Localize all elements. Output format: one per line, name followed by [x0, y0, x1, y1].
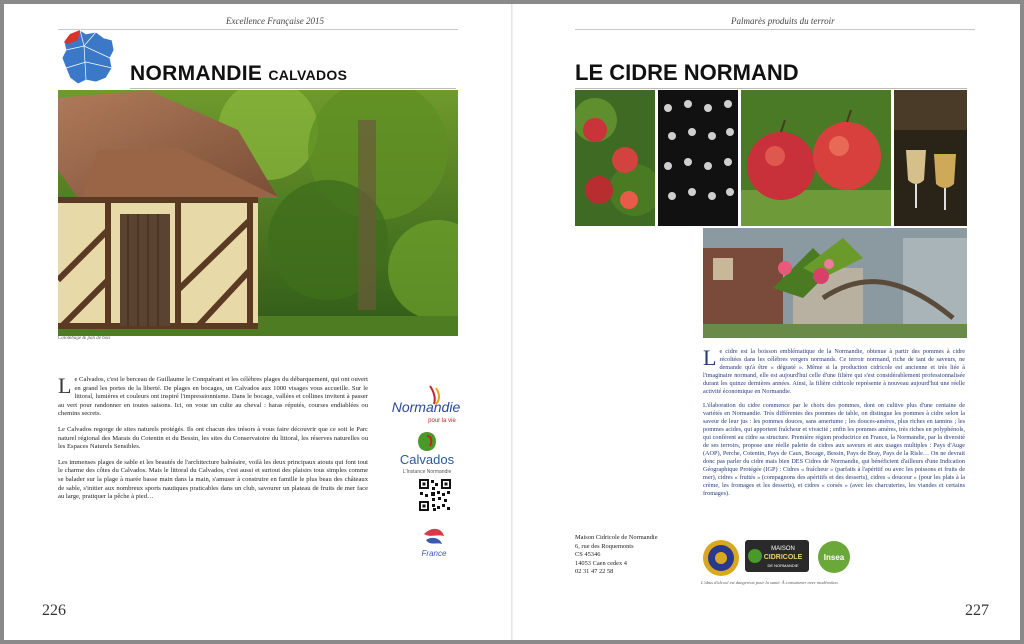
half-timbered-house-photo	[58, 90, 458, 336]
address-line: Maison Cidricole de Normandie	[575, 534, 658, 541]
drop-cap: L	[703, 345, 717, 370]
right-running-head: Palmarès produits du terroir	[731, 16, 835, 26]
calvados-logo-tagline: L'Instance Normandie	[402, 469, 452, 475]
article-paragraph	[703, 345, 965, 396]
insea-label: Insea	[823, 553, 845, 562]
left-page-title	[130, 62, 347, 86]
right-header-rule	[575, 29, 975, 30]
calvados-logo-text: Calvados	[399, 452, 455, 467]
right-page-title: LE CIDRE NORMAND	[575, 60, 799, 85]
normandie-logo-text: Normandie	[391, 399, 461, 415]
france-map-icon	[56, 28, 120, 86]
left-title-rule	[130, 88, 456, 89]
paragraph-text: e cidre est la boisson emblématique de la Normandie, obtenue à partir des pommes à cidre récoltées dans les célèbres vergers normands. Ce terroir normand, riche de tant de saveurs, ne demande qu'à être « dégusté ». Même si la production cidricole est ancienne et très liée à l'imaginaire normand, elle est aujourd'hui celle d'une filière qui s'est considérablement professionnalisée durant les quinze dernières années. Ainsi, la filière cidricole représente à nouveau aujourd'hui une réelle activité économique en Normandie.	[703, 348, 965, 395]
right-title-rule	[575, 88, 967, 89]
france-tourism-logo	[414, 524, 454, 564]
maison-label-line2: CIDRICOLE	[763, 554, 803, 561]
red-apples-photo	[741, 90, 891, 226]
title-normandie: NORMANDIE	[130, 62, 263, 85]
cider-glasses-photo	[894, 90, 967, 226]
paragraph-text: e Calvados, c'est le berceau de Guillaume le Conquérant et les célèbres plages du débarquement, qui ont ouvert en grand les portes de la liberté. De plages en bocages, un Calvados aux 1000 visages vous accueille. Sur le littoral, lumières et couleurs ont inspiré l'impressionnisme. Dans le bocage, vallées et collines invitent à passer au vert pour randonner en toutes saisons. Ici, on voue un culte au cheval : haras réputés, courses endiablées ou chemins secrets.	[58, 376, 368, 418]
left-page-number: 226	[42, 602, 66, 619]
magazine-spread	[4, 4, 1020, 640]
left-running-head: Excellence Française 2015	[226, 16, 324, 26]
cider-article	[703, 345, 965, 504]
left-page	[4, 4, 511, 640]
apple-blossom-photo	[703, 228, 967, 338]
normandie-logo	[390, 382, 462, 426]
article-paragraph	[58, 426, 368, 452]
drop-cap: L	[58, 373, 72, 398]
right-page	[513, 4, 1020, 640]
article-paragraph	[58, 373, 368, 419]
address-line: 02 31 47 22 58	[575, 568, 614, 576]
maison-label-line3: DE NORMANDIE	[767, 563, 799, 568]
paragraph-text: Les immenses plages de sable et les beautés de l'architecture balnéaire, voilà les deux principaux atouts qui font tout le charme des côtes du Calvados. Mais le littoral du Calvados, c'est aussi et surtout des plaisirs tous simples comme se balader sur la plage à marée basse main dans la main, s'amuser à construire en famille le plus beau des châteaux de sable, s'initier aux nombreux sports nautiques praticables dans un club, savourer un plateau de fruits de mer face au large, pratiquer la pêche à pied…	[58, 458, 368, 501]
address-line: CS 45346	[575, 551, 601, 559]
alcohol-disclaimer: L'abus d'alcool est dangereux pour la santé. À consommer avec modération.	[701, 580, 839, 585]
normandie-logo-tagline: pour la vie	[428, 418, 456, 424]
france-logo-text: France	[421, 549, 447, 558]
aop-seal-icon	[701, 538, 741, 578]
qr-code-icon	[418, 478, 452, 512]
article-paragraph	[58, 459, 368, 502]
paragraph-text: L'élaboration du cidre commence par le choix des pommes, dont on cultive plus d'une centaine de variétés en Normandie. Très différentes des pommes de table, on distingue les pommes à cidre selon la saveur de leur jus : les pommes douces, sans amertume ; les douces-amères, plus riches en tannins ; les pommes acides, qui apportent fraîcheur et vivacité ; enfin les pommes amères, très riches en polyphénols, qui confèrent au cidre sa structure. Première région productrice en France, la Normandie, par la diversité de ses terroirs, propose une réelle palette de cidres aux saveurs et aux usages multiples : Pays d'Auge (AOP), Perche, Cotentin, Pays de Caux, Bocage, Bessin, Pays de Bray, Pays de la Risle… On ne devrait donc pas parler du cidre mais bien DES Cidres de Normandie, qui bénéficient d'ailleurs d'une Indication Géographique Protégée (IGP) : Cidres « fraîcheur » (parfaits à l'apéritif ou avec les poissons et fruits de mer), cidres « fruités » (compagnons des apéritifs et des desserts), cidres « douceur » (pour les plats à la crème, les fromages et les desserts), et cidres « corsés » (avec les charcuteries, les viandes et certains fromages).	[703, 402, 965, 497]
address-line: 6, rue des Roquemonts	[575, 542, 634, 550]
article-paragraph	[703, 402, 965, 498]
calvados-logo	[394, 430, 460, 476]
photo-caption: Colombage & pan de bois	[58, 336, 111, 341]
address-line: 14053 Caen cedex 4	[575, 559, 627, 567]
apple-tree-photo	[575, 90, 655, 226]
maison-cidricole-logo	[745, 540, 809, 572]
contact-address	[575, 534, 658, 577]
calvados-article	[58, 373, 368, 509]
title-calvados: CALVADOS	[268, 67, 348, 83]
right-page-number: 227	[965, 602, 989, 619]
paragraph-text: Le Calvados regorge de sites naturels protégés. Ils ont chacun des trésors à vous faire découvrir que ce soit le Parc naturel régional des Marais du Cotentin et du Bessin, les sites du Conservatoire du littoral, les réserves naturelles ou les Espaces Naturels Sensibles.	[58, 425, 368, 451]
maison-label-line1: MAISON	[771, 546, 795, 552]
cider-bottles-photo	[658, 90, 738, 226]
insea-logo	[817, 540, 851, 574]
